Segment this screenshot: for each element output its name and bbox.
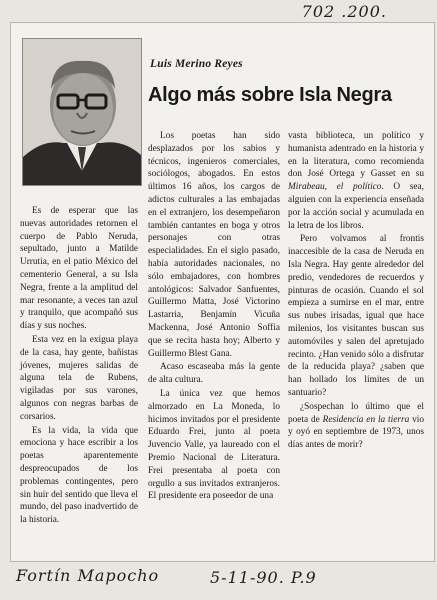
author-photo bbox=[22, 38, 142, 186]
paragraph: Los poetas han sido desplazados por los sabios y técnicos, ingenieros comerciales, sociólogos, abogados. En estos últimos 16 años, los cargos de adictos culturales a las embajadas en el extranjero, los desempeñaron también cantantes en boga y otros personajes con otras especialidades. En el siglo pasado, había autoridades nacionales, no sólo embajadores, con hombres antológicos: Salvador Sanfuentes, Guillermo Matta, José Victorino Lastarria, Benjamín Vicuña Mackenna, José Antonio Soffia que se recita hasta hoy; Alberto y Guillermo Blest Gana. bbox=[148, 131, 280, 359]
text-span: vasta biblioteca, un político y humanista adentrado en la historia y en la literatura, como recomienda don José Ortega y Gasset en su bbox=[288, 131, 424, 180]
paragraph: Pero volvamos al frontis inaccesible de la casa de Neruda en Isla Negra. Hay gente alrededor del predio, vendedores de recuerdos y pinturas de ocasión. Cuando el sol empieza a sumirse en el mar, entre sus nubes irisadas, igual que hace milenios, los visitantes buscan sus automóviles y salen del apretujado recinto. ¿Han venido sólo a disfrutar de la reducida playa? ¿saben que han hollado los límites de un santuario? bbox=[288, 234, 424, 398]
author-portrait-icon bbox=[23, 39, 141, 185]
handwritten-publication: Fortín Mapocho bbox=[16, 566, 160, 585]
text-span: . O sea, alguien con la experiencia enseñada por la acción social y acumulada en la letra de los libros. bbox=[288, 182, 424, 231]
paragraph bbox=[288, 401, 424, 452]
column-1 bbox=[20, 205, 138, 527]
author-byline: Luis Merino Reyes bbox=[150, 58, 243, 70]
paragraph: Es la vida, la vida que emociona y hace escribir a los poetas aparentemente despreocupados de los problemas contingentes, pero sin huir del sentido que lleva el mundo, del paso inadvertido de la historia. bbox=[20, 425, 138, 526]
handwritten-date: 5-11-90. P.9 bbox=[210, 568, 317, 587]
handwritten-reference: 702 .200. bbox=[301, 2, 387, 21]
article-headline: Algo más sobre Isla Negra bbox=[148, 84, 392, 106]
paragraph: Es de esperar que las nuevas autoridades retornen el cuerpo de Pablo Neruda, sepultado, junto a Matilde Urrutia, en el patio México del cementerio General, a su Isla Negra, frente a la amplitud del mar resonante, a veces tan azul y tranquilo, que acompañó sus días y sus noches. bbox=[20, 206, 138, 332]
italic-title: Residencia en la tierra bbox=[322, 414, 410, 425]
column-3 bbox=[288, 130, 424, 452]
column-2 bbox=[148, 130, 280, 503]
paragraph: Esta vez en la exigua playa de la casa, hay gente, bañistas jóvenes, mujeres salidas de alguna tela de Rubens, vigiladas por sus varones, algunos con negras barbas de corsarios. bbox=[20, 334, 138, 422]
paragraph: Acaso escaseaba más la gente de alta cultura. bbox=[148, 362, 280, 386]
italic-title: Mirabeau, el político bbox=[288, 182, 382, 193]
paragraph bbox=[288, 130, 424, 232]
text-span: vio y oyó en septiembre de 1973, unos días antes de morir? bbox=[288, 414, 424, 451]
text-span: ¿Sospechan lo último que el poeta de bbox=[288, 401, 424, 425]
paragraph: La única vez que hemos almorzado en La Moneda, lo hicimos invitados por el presidente Eduardo Frei, junto al poeta Juvencio Valle, ya laureado con el Premio Nacional de Literatura. Frei presentaba al poeta con orgullo a sus invitados extranjeros. El presidente era poseedor de una bbox=[148, 388, 280, 502]
